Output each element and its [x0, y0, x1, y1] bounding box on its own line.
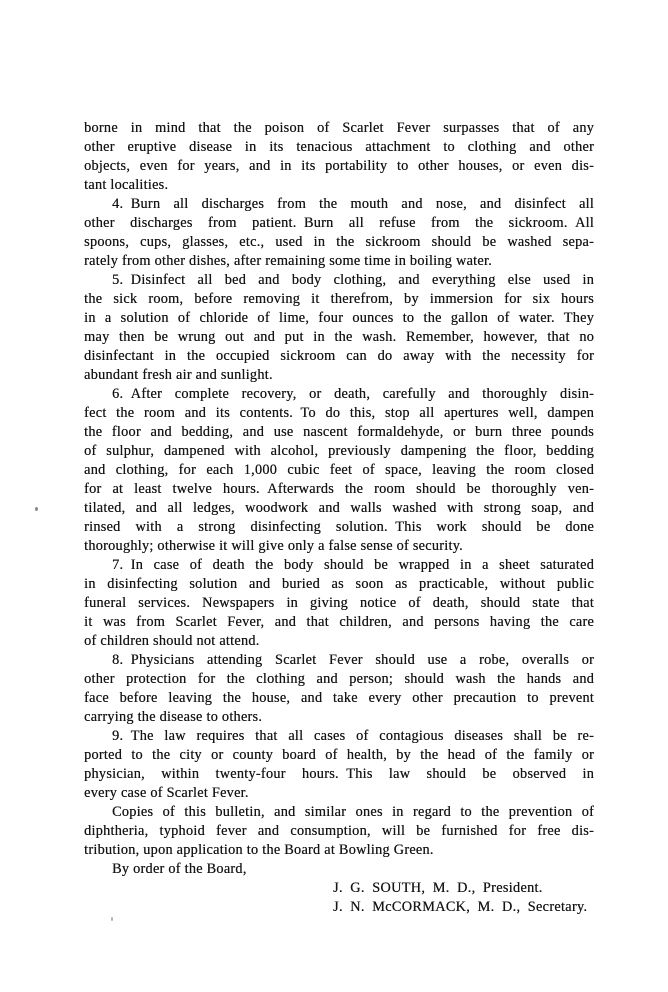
text-line: ported to the city or county board of health, by the head of the family or [84, 747, 594, 763]
paragraph [84, 271, 594, 385]
text-line: 4. Burn all discharges from the mouth and nose, and disinfect all [112, 196, 594, 212]
text-block [84, 119, 594, 917]
text-line: and clothing, for each 1,000 cubic feet of space, leaving the room closed [84, 462, 594, 478]
paragraph [84, 651, 594, 727]
text-line: rinsed with a strong disinfecting solution. This work should be done [84, 519, 594, 535]
print-speck [111, 917, 113, 921]
text-line: 7. In case of death the body should be wrapped in a sheet saturated [112, 557, 594, 573]
text-line: other discharges from patient. Burn all refuse from the sickroom. All [84, 215, 594, 231]
text-line: physician, within twenty-four hours. This law should be observed in [84, 766, 594, 782]
text-line: the sick room, before removing it therefrom, by immersion for six hours [84, 291, 594, 307]
text-line: 9. The law requires that all cases of contagious diseases shall be re- [112, 728, 594, 744]
text-line: face before leaving the house, and take every other precaution to prevent [84, 690, 594, 706]
paragraph [84, 727, 594, 803]
text-line: for at least twelve hours. Afterwards the room should be thoroughly ven- [84, 481, 594, 497]
text-line: abundant fresh air and sunlight. [84, 367, 273, 383]
signature-line: J. N. McCORMACK, M. D., Secretary. [333, 899, 588, 915]
text-line: tant localities. [84, 177, 169, 193]
text-line: disinfectant in the occupied sickroom can do away with the necessity for [84, 348, 594, 364]
text-line: borne in mind that the poison of Scarlet Fever surpasses that of any [84, 120, 594, 136]
text-line: funeral services. Newspapers in giving notice of death, should state that [84, 595, 594, 611]
signature-block [333, 879, 594, 917]
paragraph [84, 556, 594, 651]
text-line: in disinfecting solution and buried as soon as practicable, without public [84, 576, 594, 592]
text-line: of children should not attend. [84, 633, 260, 649]
text-line: in a solution of chloride of lime, four ounces to the gallon of water. They [84, 310, 594, 326]
paragraph [84, 385, 594, 556]
text-line: fect the room and its contents. To do this, stop all apertures well, dampen [84, 405, 594, 421]
text-line: other protection for the clothing and person; should wash the hands and [84, 671, 594, 687]
text-line: By order of the Board, [112, 861, 247, 877]
text-line: may then be wrung out and put in the wash. Remember, however, that no [84, 329, 594, 345]
text-line: objects, even for years, and in its portability to other houses, or even dis- [84, 158, 594, 174]
text-line: tilated, and all ledges, woodwork and walls washed with strong soap, and [84, 500, 594, 516]
text-line: 6. After complete recovery, or death, carefully and thoroughly disin- [112, 386, 594, 402]
paragraph [84, 119, 594, 195]
text-line: every case of Scarlet Fever. [84, 785, 249, 801]
text-line: of sulphur, dampened with alcohol, previously dampening the floor, bedding [84, 443, 594, 459]
text-line: the floor and bedding, and use nascent formaldehyde, or burn three pounds [84, 424, 594, 440]
text-line: tribution, upon application to the Board at Bowling Green. [84, 842, 434, 858]
paragraph [84, 195, 594, 271]
text-line: spoons, cups, glasses, etc., used in the sickroom should be washed sepa- [84, 234, 594, 250]
text-line: it was from Scarlet Fever, and that children, and persons having the care [84, 614, 594, 630]
signature-line: J. G. SOUTH, M. D., President. [333, 880, 543, 896]
text-line: 8. Physicians attending Scarlet Fever should use a robe, overalls or [112, 652, 594, 668]
text-line: Copies of this bulletin, and similar ones in regard to the prevention of [112, 804, 594, 820]
print-speck [35, 507, 38, 511]
text-line: 5. Disinfect all bed and body clothing, and everything else used in [112, 272, 594, 288]
text-line: diphtheria, typhoid fever and consumption, will be furnished for free dis- [84, 823, 594, 839]
text-line: rately from other dishes, after remaining some time in boiling water. [84, 253, 492, 269]
paragraph [84, 803, 594, 860]
text-line: carrying the disease to others. [84, 709, 263, 725]
text-line: thoroughly; otherwise it will give only a false sense of security. [84, 538, 463, 554]
paragraph [84, 860, 594, 879]
text-line: other eruptive disease in its tenacious attachment to clothing and other [84, 139, 594, 155]
